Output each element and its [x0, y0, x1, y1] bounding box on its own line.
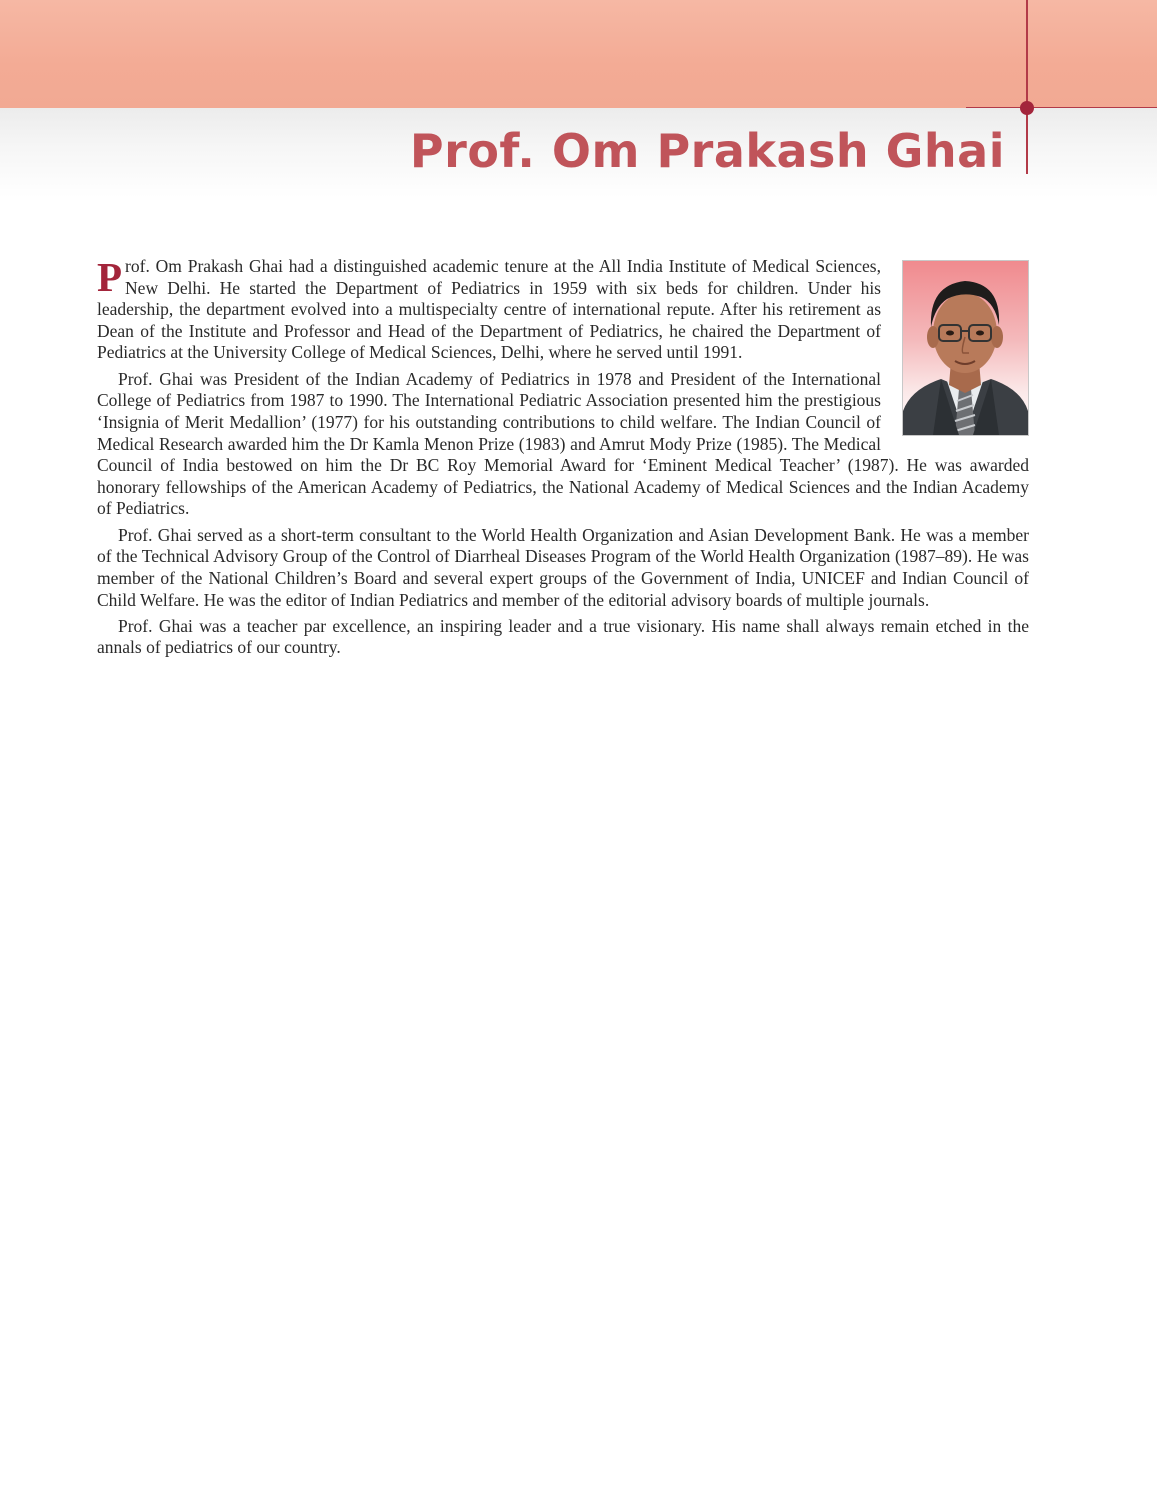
- decorative-dot: [1020, 101, 1034, 115]
- paragraph-2: Prof. Ghai was President of the Indian Academy of Pediatrics in 1978 and President of the International College of Pediatrics from 1987 to 1990. The International Pediatric Association presented him the prestigious ‘Insignia of Merit Medallion’ (1977) for his outstanding contributions to child welfare. The Indian Council of Medical Research awarded him the Dr Kamla Menon Prize (1983) and Amrut Mody Prize (1985). The Medical Council of India bestowed on him the Dr BC Roy Memorial Award for ‘Eminent Medical Teacher’ (1987). He was awarded honorary fellowships of the American Academy of Pediatrics, the National Academy of Medical Sciences and the Indian Academy of Pediatrics.: [97, 368, 1029, 519]
- drop-cap: P: [97, 254, 123, 300]
- decorative-horizontal-rule: [966, 107, 1157, 108]
- portrait-figure: [903, 261, 1028, 435]
- header-band: [0, 0, 1157, 108]
- decorative-vertical-rule: [1026, 0, 1028, 174]
- paragraph-3: Prof. Ghai served as a short-term consultant to the World Health Organization and Asian Development Bank. He was a member of the Technical Advisory Group of the Control of Diarrheal Diseases Program of the World Health Organization (1987–89). He was member of the National Children’s Board and several expert groups of the Government of India, UNICEF and Indian Council of Child Welfare. He was the editor of Indian Pediatrics and member of the editorial advisory boards of multiple journals.: [97, 524, 1029, 610]
- paragraph-1: [97, 256, 1029, 364]
- portrait-photo: [902, 260, 1029, 436]
- article-body: [97, 256, 1029, 664]
- paragraph-1-text: rof. Om Prakash Ghai had a distinguished academic tenure at the All India Institute of Medical Sciences, New Delhi. He started the Department of Pediatrics in 1959 with six beds for children. Under his leadership, the department evolved into a multispecialty centre of international repute. After his retirement as Dean of the Institute and Professor and Head of the Department of Pediatrics, he chaired the Department of Pediatrics at the University College of Medical Sciences, Delhi, where he served until 1991.: [97, 256, 881, 363]
- page-title: Prof. Om Prakash Ghai: [409, 124, 1005, 178]
- paragraph-4: Prof. Ghai was a teacher par excellence, an inspiring leader and a true visionary. His name shall always remain etched in the annals of pediatrics of our country.: [97, 615, 1029, 658]
